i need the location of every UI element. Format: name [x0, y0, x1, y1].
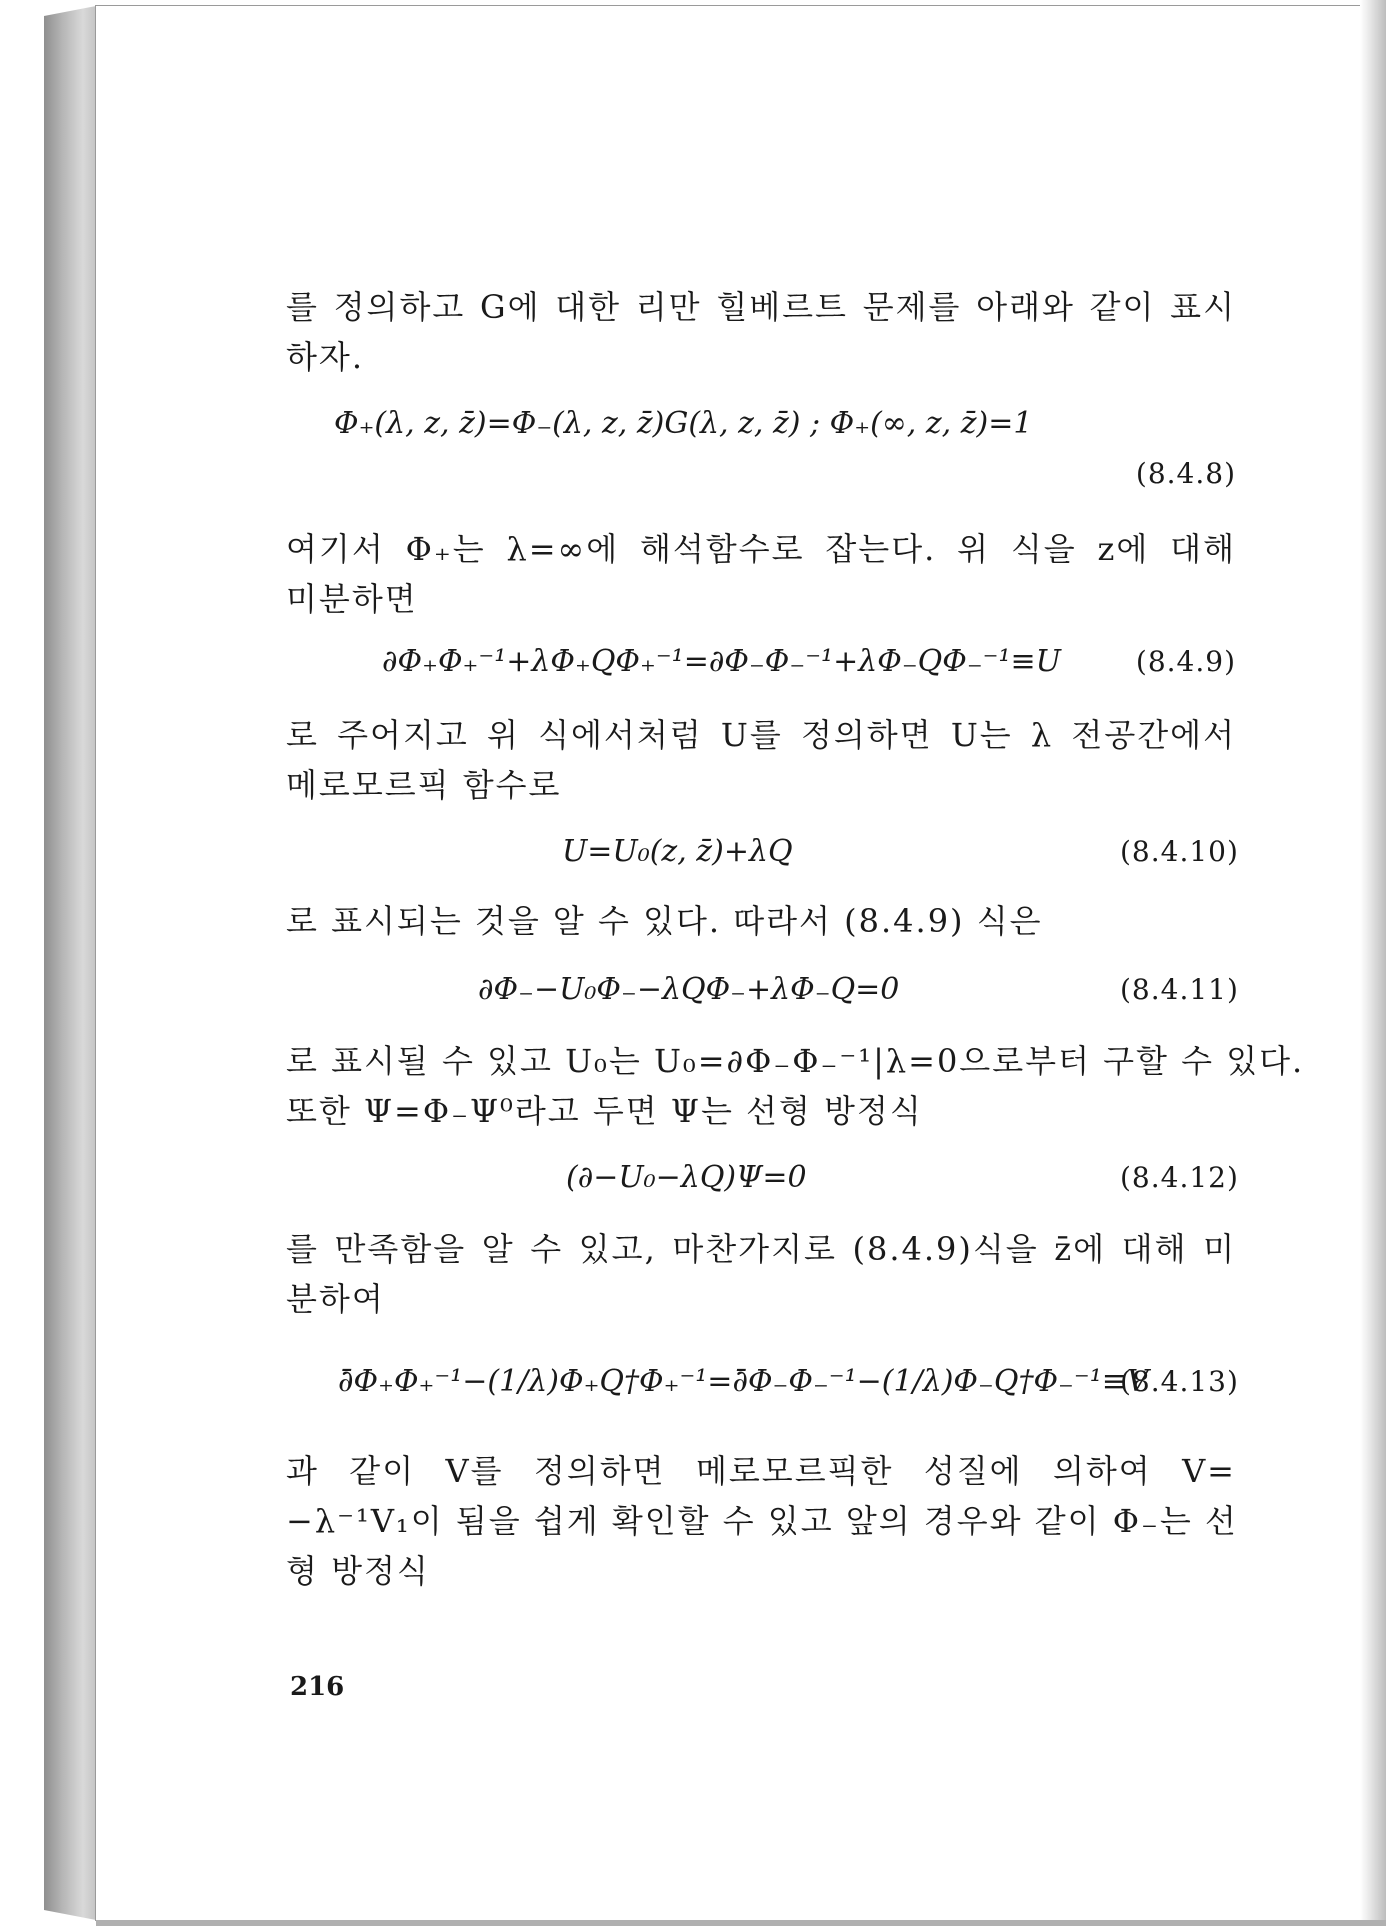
paragraph-line: 과 같이 V를 정의하면 메로모르픽한 성질에 의하여 V=: [286, 1452, 1236, 1490]
equation-number: (8.4.11): [1120, 973, 1239, 1006]
paragraph-line: 메로모르픽 함수로: [286, 766, 562, 804]
equation-number: (8.4.9): [1135, 645, 1236, 678]
equation-number: (8.4.10): [1120, 835, 1239, 868]
paragraph-line: 미분하면: [286, 580, 418, 618]
equation-8-4-11: ∂Φ₋−U₀Φ₋−λQΦ₋+λΦ₋Q=0: [478, 972, 900, 1007]
equation-number: (8.4.13): [1120, 1365, 1239, 1398]
equation-number: (8.4.12): [1120, 1161, 1239, 1194]
paragraph-line: 를 만족함을 알 수 있고, 마찬가지로 (8.4.9)식을 z̄에 대해 미: [286, 1230, 1236, 1268]
equation-number: (8.4.8): [1135, 457, 1236, 490]
paragraph-line: 를 정의하고 G에 대한 리만 힐베르트 문제를 아래와 같이 표시: [286, 288, 1236, 326]
equation-8-4-12: (∂−U₀−λQ)Ψ=0: [566, 1160, 807, 1195]
paragraph-line: 또한 Ψ=Φ₋Ψ⁰라고 두면 Ψ는 선형 방정식: [286, 1092, 923, 1130]
equation-8-4-9: ∂Φ₊Φ₊⁻¹+λΦ₊QΦ₊⁻¹=∂Φ₋Φ₋⁻¹+λΦ₋QΦ₋⁻¹≡U: [382, 644, 1061, 679]
paragraph-line: 로 표시되는 것을 알 수 있다. 따라서 (8.4.9) 식은: [286, 902, 1043, 940]
equation-8-4-8: Φ₊(λ, z, z̄)=Φ₋(λ, z, z̄)G(λ, z, z̄) ; Φ₊(∞, z, z̄)=1: [334, 406, 1033, 441]
book-spine: [44, 6, 96, 1920]
paragraph-line: 여기서 Φ₊는 λ=∞에 해석함수로 잡는다. 위 식을 z에 대해: [286, 530, 1236, 568]
page-edge-shadow: [1360, 0, 1386, 1926]
paragraph-line: 로 주어지고 위 식에서처럼 U를 정의하면 U는 λ 전공간에서: [286, 716, 1236, 754]
equation-8-4-10: U=U₀(z, z̄)+λQ: [562, 834, 793, 869]
paragraph-line: −λ⁻¹V₁이 됨을 쉽게 확인할 수 있고 앞의 경우와 같이 Φ₋는 선: [286, 1502, 1238, 1540]
page-number: 216: [290, 1672, 345, 1702]
equation-8-4-13: ∂̄Φ₊Φ₊⁻¹−(1/λ)Φ₊Q†Φ₊⁻¹=∂̄Φ₋Φ₋⁻¹−(1/λ)Φ₋Q†Φ₋⁻¹≡V: [338, 1364, 1149, 1399]
paragraph-line: 분하여: [286, 1280, 385, 1318]
paragraph-line: 로 표시될 수 있고 U₀는 U₀=∂Φ₋Φ₋⁻¹|λ=0으로부터 구할 수 있다.: [286, 1042, 1305, 1080]
page-bottom-edge: [96, 1920, 1386, 1926]
paragraph-line: 형 방정식: [286, 1552, 430, 1590]
paragraph-line: 하자.: [286, 338, 364, 376]
